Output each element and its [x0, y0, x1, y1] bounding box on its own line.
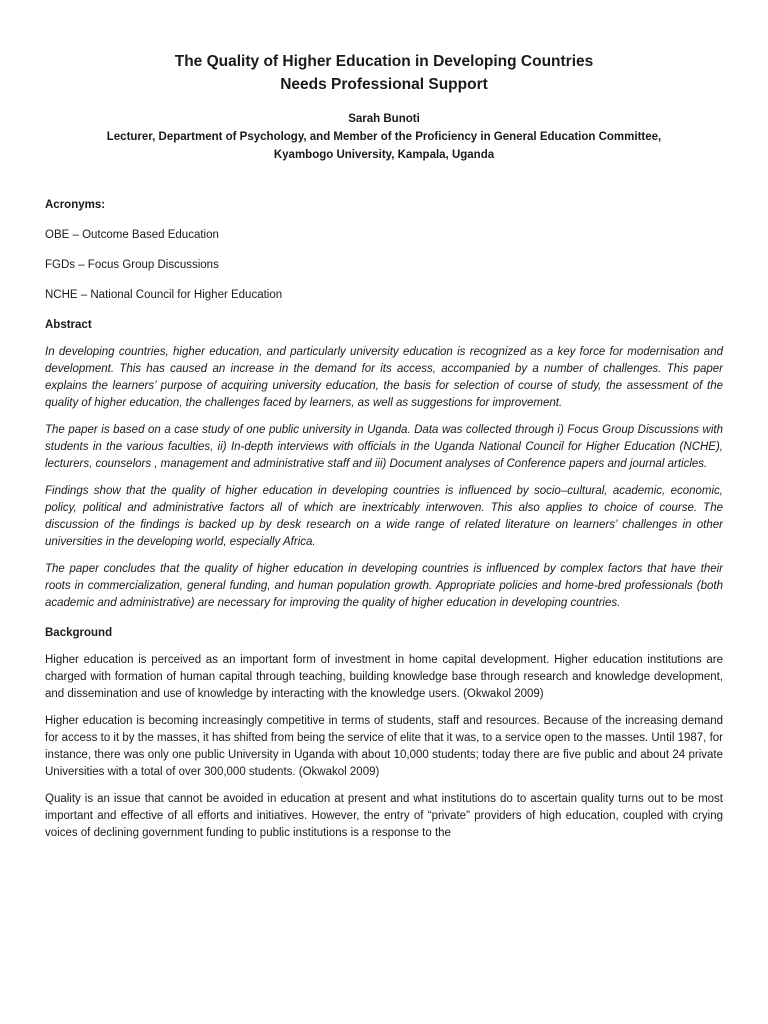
paper-title: [45, 50, 723, 96]
title-line-1: The Quality of Higher Education in Developing Countries: [174, 53, 594, 70]
acronym-item: FGDs – Focus Group Discussions: [45, 259, 219, 271]
acronyms-heading: Acronyms:: [45, 199, 106, 211]
acronym-item: NCHE – National Council for Higher Education: [45, 289, 283, 301]
author-block: [45, 110, 723, 164]
background-heading: Background: [45, 627, 113, 639]
author-name: Sarah Bunoti: [348, 113, 420, 125]
background-paragraph: Higher education is becoming increasingly competitive in terms of students, staff and resources. Because of the increasing demand for access to it by the masses, it has shifted from being the service of elite that it was, to a service open to the masses. Until 1987, for instance, there was only one public University in Uganda with about 10,000 students; today there are five public and about 24 private Universities with a total of over 300,000 students. (Okwakol 2009): [45, 715, 723, 778]
author-affiliation-line-2: Kyambogo University, Kampala, Uganda: [273, 149, 495, 161]
abstract-paragraph: Findings show that the quality of higher education in developing countries is influenced by socio–cultural, academic, economic, policy, political and administrative factors all of which are inextricably interwoven. This also applies to choice of course. The discussion of the findings is backed up by desk research on a wide range of related literature on learners’ challenges in other universities in the developing world, especially Africa.: [45, 485, 723, 548]
title-line-2: Needs Professional Support: [280, 76, 488, 93]
background-paragraph: Higher education is perceived as an important form of investment in home capital development. Higher education institutions are charged with formation of human capital through teaching, building knowledge base through research and knowledge development, and dissemination and use of knowledge by interacting with the knowledge users. (Okwakol 2009): [45, 654, 723, 700]
background-paragraph: Quality is an issue that cannot be avoided in education at present and what institutions do to ascertain quality turns out to be most important and effective of all efforts and initiatives. However, the entry of “private” providers of high education, coupled with crying voices of declining government funding to public institutions is a response to the: [45, 793, 723, 839]
author-affiliation-line-1: Lecturer, Department of Psychology, and Member of the Proficiency in General Education Committee,: [106, 131, 662, 143]
abstract-paragraph: The paper concludes that the quality of higher education in developing countries is influenced by complex factors that have their roots in commercialization, general funding, and human population growth. Appropriate policies and home-bred professionals (both academic and administrative) are necessary for improving the quality of higher education in developing countries.: [45, 563, 723, 609]
abstract-paragraph: In developing countries, higher education, and particularly university education is recognized as a key force for modernisation and development. This has caused an increase in the demand for its access, accompanied by a number of challenges. This paper explains the learners’ purpose of acquiring university education, the basis for selection of course of study, the assessment of the quality of higher education, the challenges faced by learners, as well as suggestions for improvement.: [45, 346, 723, 409]
abstract-paragraph: The paper is based on a case study of one public university in Uganda. Data was collected through i) Focus Group Discussions with students in the various faculties, ii) In-depth interviews with officials in the Uganda National Council for Higher Education (NCHE), lecturers, counselors , management and administrative staff and iii) Document analyses of Conference papers and journal articles.: [45, 424, 723, 470]
acronym-item: OBE – Outcome Based Education: [45, 229, 219, 241]
abstract-heading: Abstract: [45, 319, 92, 331]
